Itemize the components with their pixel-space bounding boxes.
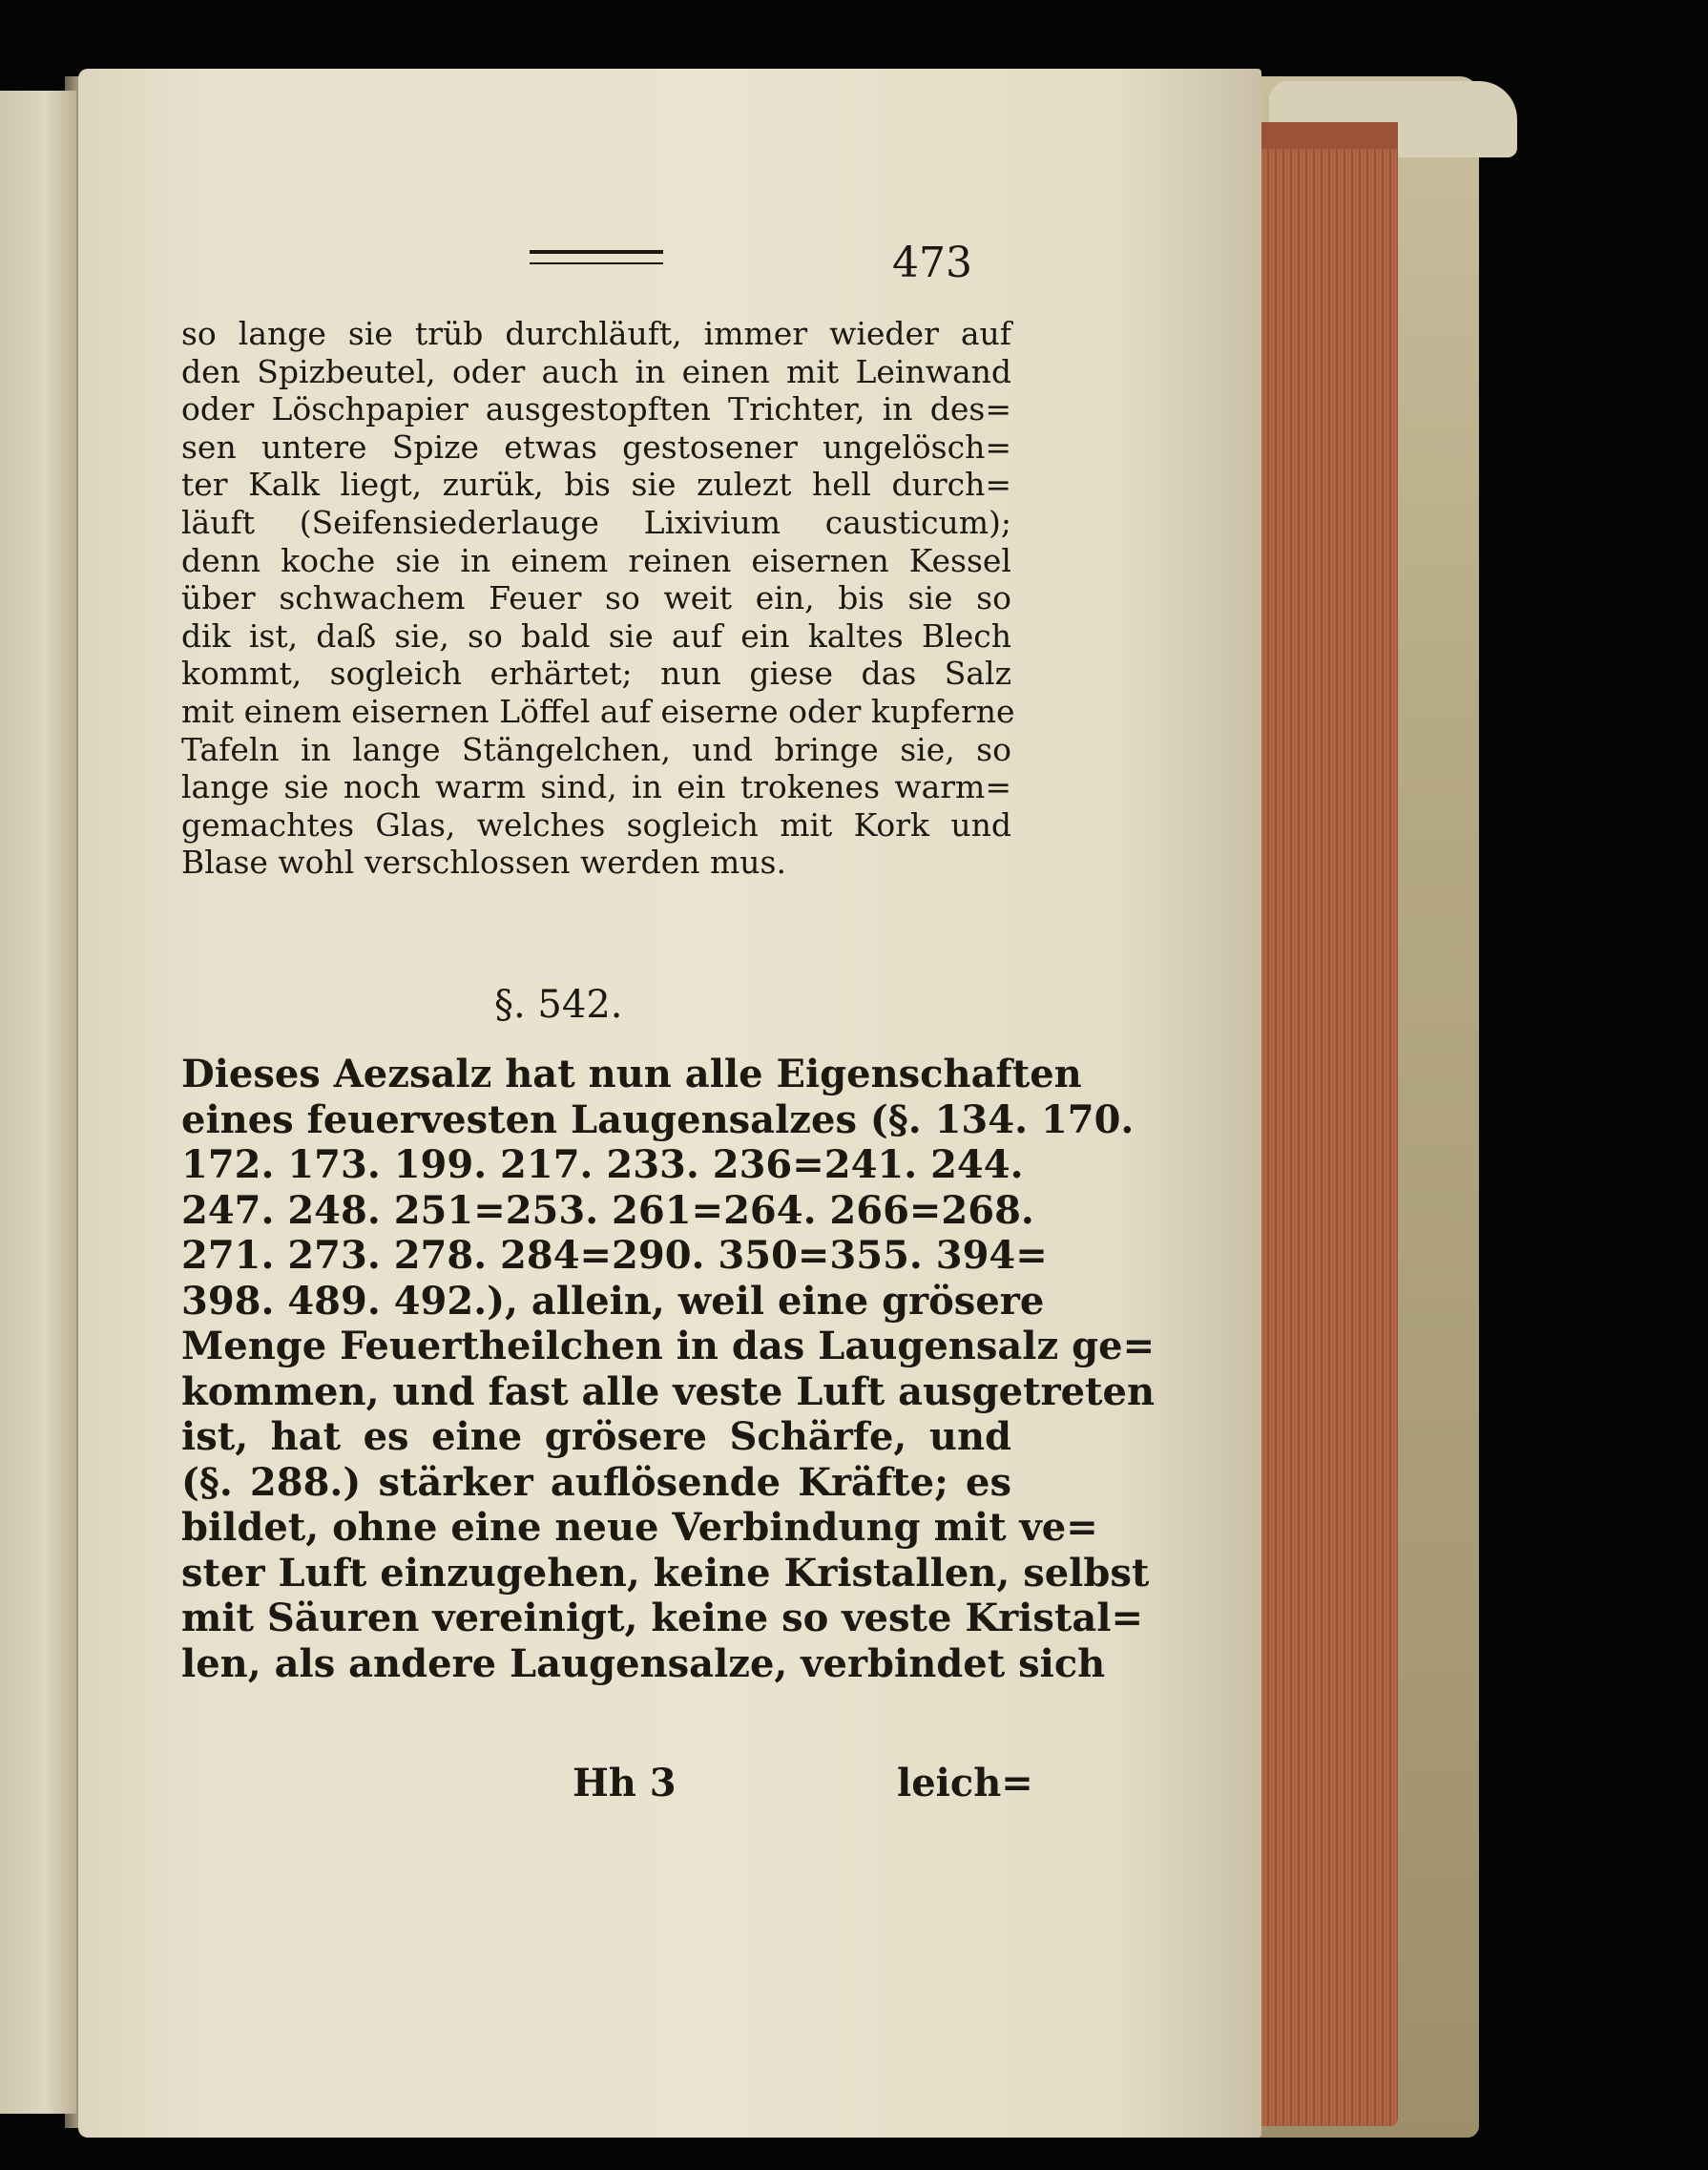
text-line: eines feuervesten Laugensalzes (§. 134. 170. bbox=[181, 1096, 1135, 1142]
section-heading: §. 542. bbox=[494, 983, 623, 1027]
text-line: mit einem eisernen Löffel auf eiserne oder kupferne bbox=[181, 692, 1015, 730]
text-line: 247. 248. 251=253. 261=264. 266=268. bbox=[181, 1187, 1034, 1233]
text-line: läuft (Seifensiederlauge Lixivium causticum); bbox=[181, 503, 1011, 541]
text-line: gemachtes Glas, welches sogleich mit Kork und bbox=[181, 805, 1011, 844]
signature-mark: Hh 3 bbox=[573, 1761, 677, 1805]
text-line: 271. 273. 278. 284=290. 350=355. 394= bbox=[181, 1233, 1048, 1278]
text-line: kommt, sogleich erhärtet; nun giese das Salz bbox=[181, 655, 1011, 693]
text-line: denn koche sie in einem reinen eisernen Kessel bbox=[181, 541, 1011, 579]
text-line: mit Säuren vereinigt, keine so veste Kristal= bbox=[181, 1596, 1143, 1640]
facing-page-edge bbox=[0, 91, 76, 2114]
text-line: 172. 173. 199. 217. 233. 236=241. 244. bbox=[181, 1142, 1024, 1187]
catchword: leich= bbox=[897, 1761, 1033, 1805]
text-line: so lange sie trüb durchläuft, immer wieder auf bbox=[181, 315, 1011, 352]
text-line: den Spizbeutel, oder auch in einen mit Leinwand bbox=[181, 352, 1011, 390]
text-line: über schwachem Feuer so weit ein, bis sie so bbox=[181, 579, 1011, 617]
paragraph-2 bbox=[181, 1052, 1156, 1686]
text-line: ter Kalk liegt, zurük, bis sie zulezt hell durch= bbox=[181, 466, 1011, 504]
page-number: 473 bbox=[892, 239, 972, 287]
paragraph-1 bbox=[181, 315, 1015, 882]
text-line: len, als andere Laugensalze, verbindet sich bbox=[181, 1640, 1106, 1686]
text-line: sen untere Spize etwas gestosener ungelösch= bbox=[181, 428, 1011, 466]
page-block-edges bbox=[1240, 122, 1398, 2126]
text-line: Menge Feuertheilchen in das Laugensalz ge= bbox=[181, 1324, 1156, 1368]
header-rule bbox=[530, 250, 663, 264]
text-line: (§. 288.) stärker auflösende Kräfte; es bbox=[181, 1459, 1011, 1505]
text-line: 398. 489. 492.), allein, weil eine grösere bbox=[181, 1278, 1045, 1324]
text-line: ster Luft einzugehen, keine Kristallen, selbst bbox=[181, 1550, 1150, 1596]
text-line: ist, hat es eine grösere Schärfe, und bbox=[181, 1414, 1011, 1459]
text-line: kommen, und fast alle veste Luft ausgetreten bbox=[181, 1368, 1156, 1414]
text-line: Blase wohl verschlossen werden mus. bbox=[181, 844, 786, 882]
text-line: oder Löschpapier ausgestopften Trichter, in des= bbox=[181, 390, 1011, 428]
text-line: dik ist, daß sie, so bald sie auf ein kaltes Blech bbox=[181, 616, 1011, 655]
text-line: bildet, ohne eine neue Verbindung mit ve= bbox=[181, 1505, 1098, 1550]
text-line: lange sie noch warm sind, in ein trokenes warm= bbox=[181, 768, 1011, 806]
text-line: Dieses Aezsalz hat nun alle Eigenschaften bbox=[181, 1052, 1082, 1096]
text-line: Tafeln in lange Stängelchen, und bringe sie, so bbox=[181, 730, 1011, 768]
